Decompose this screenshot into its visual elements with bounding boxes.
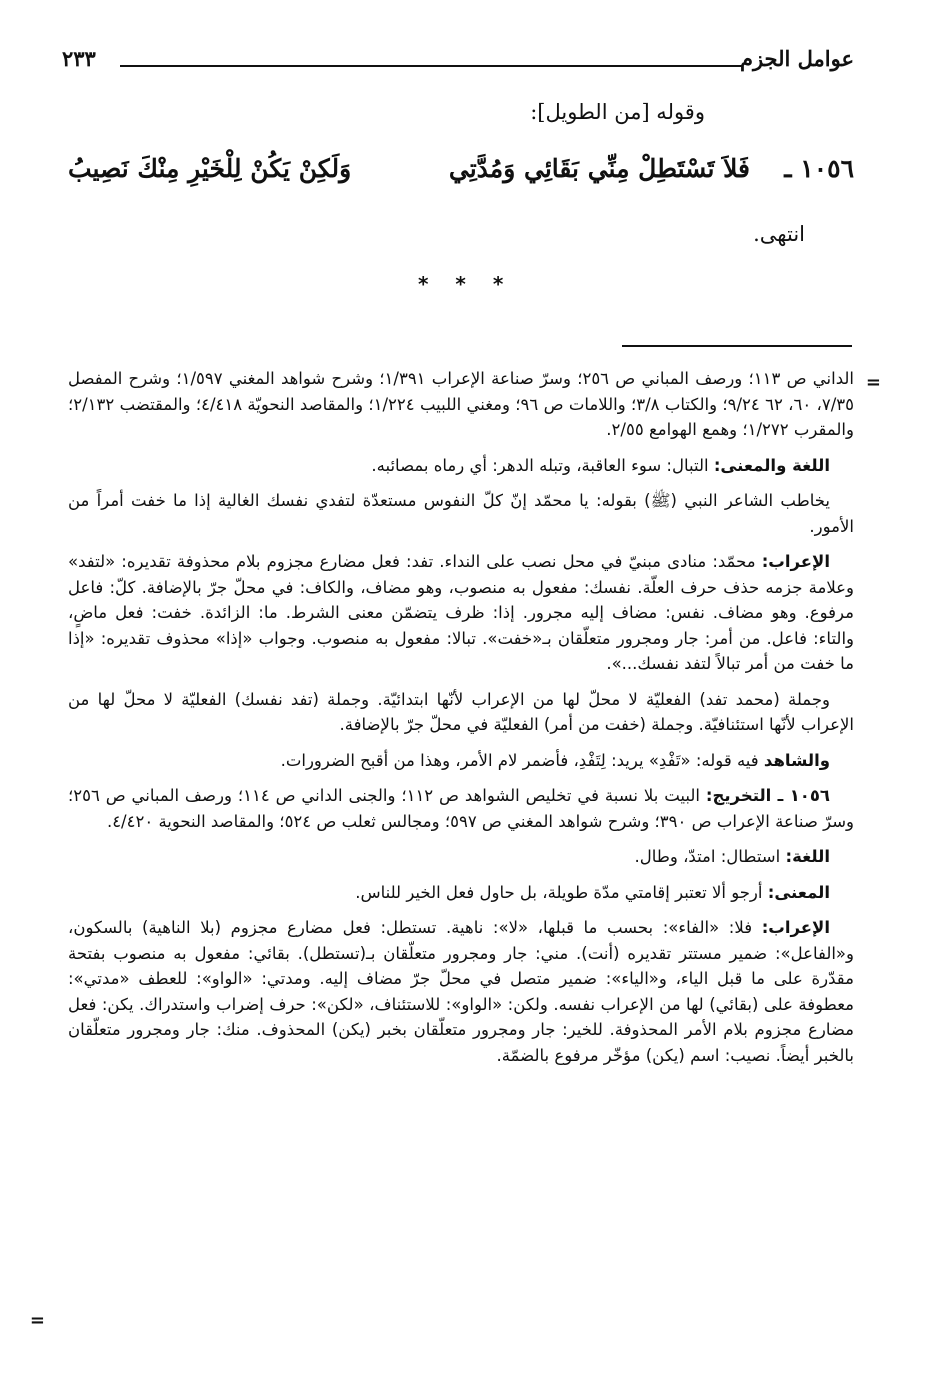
irab-text: محمّد: منادى مبنيّ في محل نصب على النداء. تفد: فعل مضارع مجزوم بلام محذوفة تقديره: «لتفد» وعلامة جزمه حذف حرف العلّة. نفسك: مفعول به منصوب، وهو مضاف، والكاف: في محلّ جرّ بالإضافة. كلّ: فاعل مرفوع. وهو مضاف. نفس: مضاف إليه مجرور. إذا: ظرف يتضمّن معنى الشرط. ما: الزائدة. خفت: فعل ماضٍ، والتاء: فاعل. من أمر: جار ومجرور متعلّقان بـ«خفت». تبالا: مفعول به منصوب. وجواب «إذا» محذوف تقديره: «إذا ما خفت من أمر تبالاً لتفد نفسك...». — [68, 552, 854, 673]
footnote-rule — [622, 345, 852, 347]
irab-label: الإعراب: — [761, 552, 830, 571]
verse-second-hemistich: وَلَكِنْ يَكُنْ لِلْخَيْرِ مِنْكَ نَصِيبُ — [68, 154, 352, 183]
irab2-text: فلا: «الفاء»: بحسب ما قبلها، «لا»: ناهية. تستطل: فعل مضارع مجزوم (بلا الناهية) بالسكون، و«الفاعل»: ضمير مستتر تقديره (أنت). مني: جار ومجرور متعلّقان بـ(تستطل). بقائي: مفعول به منصوب بفتحة مقدّرة على ما قبل الياء، و«الياء»: ضمير متصل في محلّ جرّ مضاف إليه. ومدتي: «الواو»: للعطف «مدتي»: معطوفة على (بقائي) لها من الإعراب نفسه. ولكن: «الواو»: للاستئناف، «لكن»: حرف إضراب واستدراك. يكن: فعل مضارع مجزوم بلام الأمر المحذوفة. للخير: جار ومجرور متعلّقان بخبر (يكن) المحذوف. منك: جار ومجرور متعلّقان بالخبر أيضاً. نصيب: اسم (يكن) مؤخّر مرفوع بالضمّة. — [68, 918, 854, 1065]
mana2-text: أرجو ألا تعتبر إقامتي مدّة طويلة، بل حاول فعل الخير للناس. — [355, 882, 763, 902]
chapter-title: عوامل الجزم — [739, 46, 854, 71]
verse-end-note: انتهى. — [753, 222, 805, 246]
poetry-verse — [68, 148, 854, 196]
footnote-irab-2 — [68, 915, 854, 1068]
lugha-label: اللغة والمعنى: — [713, 455, 830, 475]
footnote-mana-2 — [68, 880, 854, 906]
lugha-text: التبال: سوء العاقبة، وتبله الدهر: أي رماه بمصائبه. — [371, 455, 709, 475]
footnote-takhrij — [68, 783, 854, 834]
footnote-meaning: يخاطب الشاعر النبي (ﷺ) بقوله: يا محمّد إنّ كلّ النفوس مستعدّة لتفدي نفسك الغالية إذا ما خفت أمراً من الأمور. — [68, 491, 854, 536]
footnote-sentences: وجملة (محمد تفد) الفعليّة لا محلّ لها من الإعراب لأنّها ابتدائيّة. وجملة (تفد نفسك) الفعليّة لا محلّ لها من الإعراب لأنّها استئنافيّة. وجملة (خفت من أمر) الفعليّة في محلّ جرّ بالإضافة. — [68, 689, 854, 734]
continuation-mark-top: = — [865, 372, 881, 393]
footnote-references: الداني ص ١١٣؛ ورصف المباني ص ٢٥٦؛ وسرّ صناعة الإعراب ١/٣٩١؛ وشرح شواهد المغني ١/٥٩٧؛ وشرح المفصل ٧/٣٥، ٦٠، ٦٢ ٩/٢٤؛ والكتاب ٣/٨؛ واللامات ص ٩٦؛ ومغني اللبيب ١/٢٢٤؛ والمقاصد النحويّة ٤/٤١٨؛ والمقتضب ٢/١٣٢؛ والمقرب ١/٢٧٢؛ وهمع الهوامع ٢/٥٥. — [68, 369, 855, 439]
takhrij-label: ١٠٥٦ ـ التخريج: — [705, 786, 831, 805]
takhrij-text: البيت بلا نسبة في تخليص الشواهد ص ١١٢؛ والجنى الداني ص ١١٤؛ ورصف المباني ص ٢٥٦؛ وسرّ صناعة الإعراب ص ٣٩٠؛ وشرح شواهد المغني ص ٥٩٧؛ ومجالس ثعلب ص ٥٢٤؛ والمقاصد النحوية ٤/٤٢٠. — [68, 786, 854, 831]
verse-first-hemistich: فَلاَ تَسْتَطِلْ مِنِّي بَقَائِي وَمُدَّتِي — [448, 154, 750, 183]
footnotes — [68, 366, 854, 1068]
lugha2-text: استطال: امتدّ، وطال. — [634, 847, 781, 866]
footnote-lugha — [68, 453, 854, 479]
running-head — [62, 44, 854, 80]
verse-intro: وقوله [من الطويل]: — [530, 100, 705, 124]
irab2-label: الإعراب: — [761, 918, 830, 937]
page-number: ٢٣٣ — [62, 46, 96, 71]
mana2-label: المعنى: — [767, 882, 830, 902]
footnote-irab — [68, 549, 854, 677]
section-separator: * * * — [418, 272, 514, 296]
shahid-text: فيه قوله: «تَفْدِ» يريد: لِتَفْدِ، فأضمر لام الأمر، وهذا من أقبح الضرورات. — [280, 750, 759, 770]
verse-number: ١٠٥٦ ـ — [784, 154, 854, 183]
footnote-shahid — [68, 748, 854, 774]
continuation-mark-bottom: = — [29, 1310, 45, 1331]
header-rule — [120, 65, 742, 67]
shahid-label: والشاهد — [763, 750, 830, 770]
lugha2-label: اللغة: — [785, 847, 830, 866]
footnote-lugha-2 — [68, 844, 854, 870]
